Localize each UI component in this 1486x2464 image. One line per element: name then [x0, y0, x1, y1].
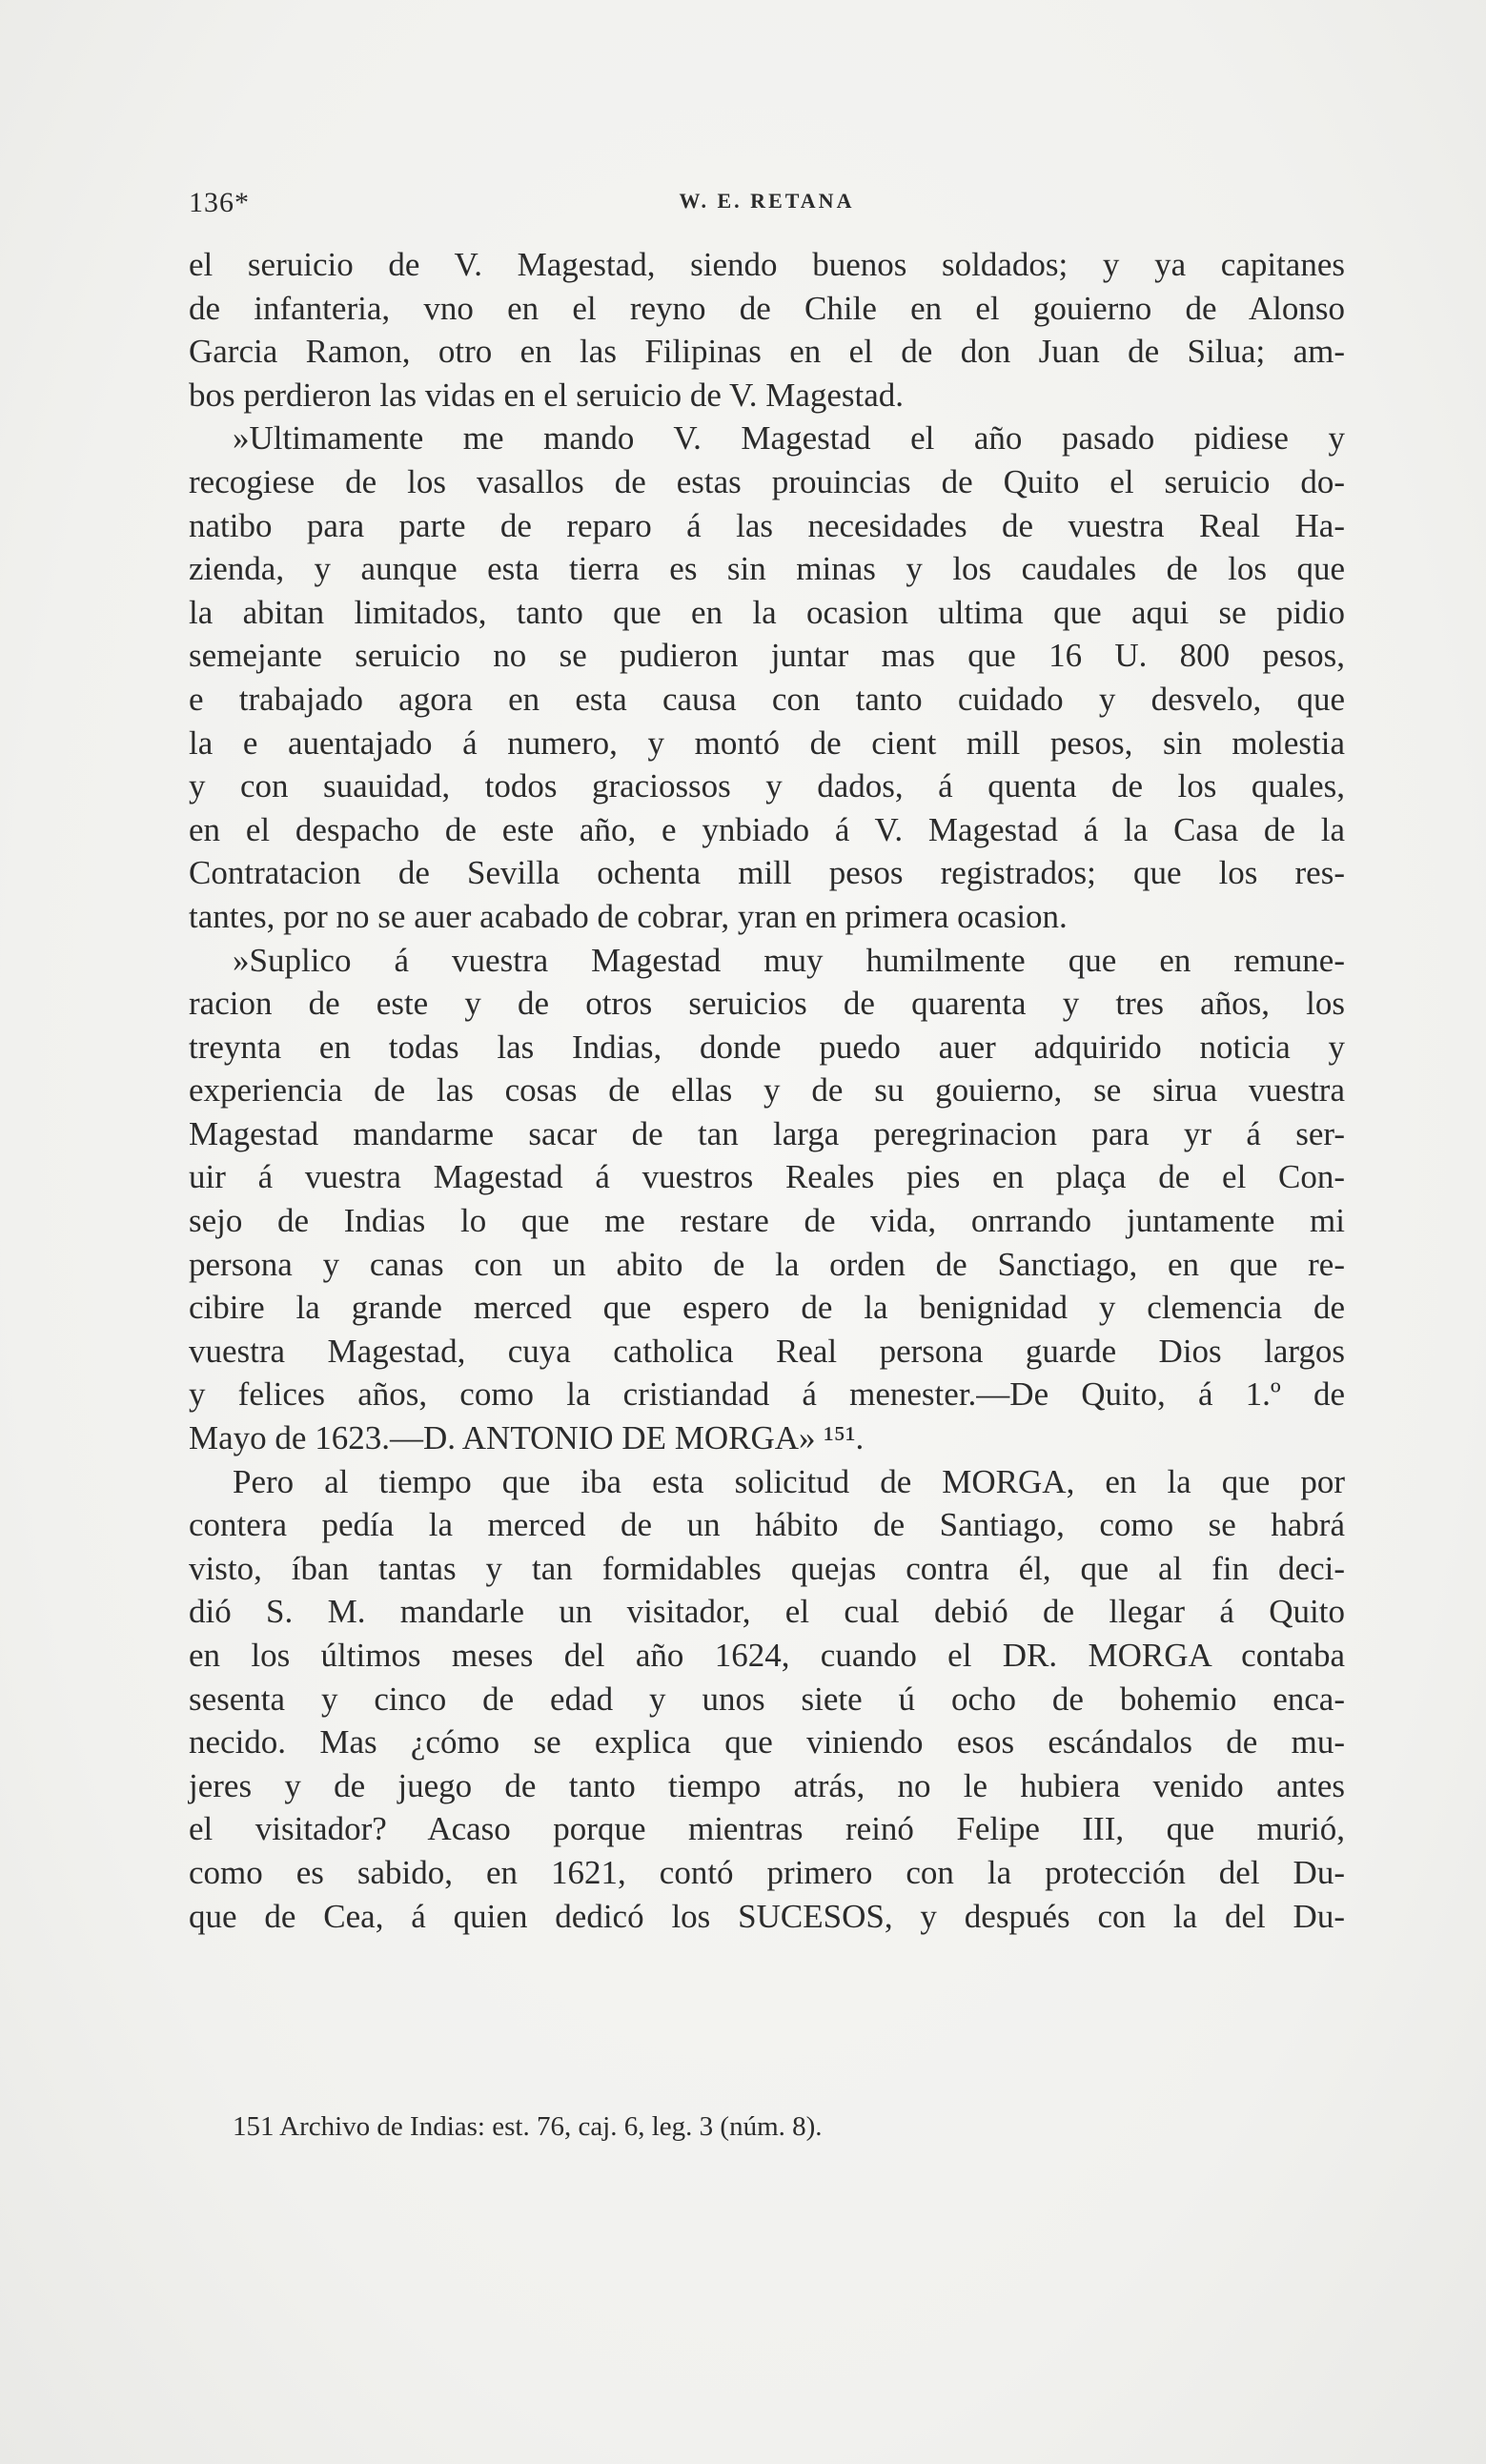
- text-line: jeres y de juego de tanto tiempo atrás, no le hubiera venido antes: [189, 1766, 1345, 1804]
- text-line: natibo para parte de reparo á las necesidades de vuestra Real Ha-: [189, 506, 1345, 544]
- text-line: Mayo de 1623.—D. ANTONIO DE MORGA» ¹⁵¹.: [189, 1419, 865, 1457]
- text-line: Contratacion de Sevilla ochenta mill pesos registrados; que los res-: [189, 854, 1345, 892]
- page-number: 136*: [189, 187, 250, 218]
- text-line: experiencia de las cosas de ellas y de su gouierno, se sirua vuestra: [189, 1071, 1345, 1110]
- text-line: sesenta y cinco de edad y unos siete ú ocho de bohemio enca-: [189, 1680, 1345, 1718]
- text-line: sejo de Indias lo que me restare de vida, onrrando juntamente mi: [189, 1202, 1345, 1240]
- text-line: en el despacho de este año, e ynbiado á V. Magestad á la Casa de la: [189, 810, 1345, 848]
- footnote: 151 Archivo de Indias: est. 76, caj. 6, leg. 3 (núm. 8).: [233, 2111, 823, 2142]
- text-line: treynta en todas las Indias, donde puedo auer adquirido noticia y: [189, 1028, 1345, 1066]
- text-line: Magestad mandarme sacar de tan larga peregrinacion para yr á ser-: [189, 1114, 1345, 1152]
- text-line: dió S. M. mandarle un visitador, el cual debió de llegar á Quito: [189, 1593, 1345, 1631]
- text-line: la e auentajado á numero, y montó de cient mill pesos, sin molestia: [189, 723, 1345, 762]
- running-title: W. E. RETANA: [679, 189, 855, 213]
- text-line: Garcia Ramon, otro en las Filipinas en el de don Juan de Silua; am-: [189, 333, 1345, 371]
- text-line: necido. Mas ¿cómo se explica que viniendo esos escándalos de mu-: [189, 1723, 1345, 1761]
- text-line: uir á vuestra Magestad á vuestros Reales pies en plaça de el Con-: [189, 1158, 1345, 1196]
- text-line: visto, íban tantas y tan formidables quejas contra él, que al fin deci-: [189, 1549, 1345, 1587]
- text-line: en los últimos meses del año 1624, cuando el DR. MORGA contaba: [189, 1637, 1345, 1674]
- text-line: y felices años, como la cristiandad á menester.—De Quito, á 1.º de: [189, 1375, 1345, 1414]
- text-line: persona y canas con un abito de la orden de Sanctiago, en que re-: [189, 1245, 1345, 1283]
- text-line: tantes, por no se auer acabado de cobrar, yran en primera ocasion.: [189, 897, 1068, 935]
- text-line: de infanteria, vno en el reyno de Chile en el gouierno de Alonso: [189, 289, 1345, 327]
- text-line: zienda, y aunque esta tierra es sin minas y los caudales de los que: [189, 550, 1345, 588]
- text-line: cibire la grande merced que espero de la benignidad y clemencia de: [189, 1289, 1345, 1327]
- text-line: Pero al tiempo que iba esta solicitud de MORGA, en la que por: [233, 1462, 1345, 1500]
- text-line: contera pedía la merced de un hábito de Santiago, como se habrá: [189, 1506, 1345, 1544]
- running-head: [189, 187, 1345, 221]
- text-line: e trabajado agora en esta causa con tanto cuidado y desvelo, que: [189, 680, 1345, 718]
- text-line: la abitan limitados, tanto que en la ocasion ultima que aqui se pidio: [189, 593, 1345, 631]
- text-line: vuestra Magestad, cuya catholica Real persona guarde Dios largos: [189, 1332, 1345, 1370]
- text-line: »Suplico á vuestra Magestad muy humilmente que en remune-: [233, 941, 1345, 979]
- body-text: [189, 243, 1345, 1938]
- text-line: semejante seruicio no se pudieron juntar mas que 16 U. 800 pesos,: [189, 637, 1345, 675]
- text-line: »Ultimamente me mando V. Magestad el año pasado pidiese y: [233, 419, 1345, 458]
- text-line: racion de este y de otros seruicios de quarenta y tres años, los: [189, 985, 1345, 1023]
- text-line: como es sabido, en 1621, contó primero con la protección del Du-: [189, 1853, 1345, 1891]
- text-line: el visitador? Acaso porque mientras reinó Felipe III, que murió,: [189, 1810, 1345, 1848]
- text-line: bos perdieron las vidas en el seruicio de V. Magestad.: [189, 376, 905, 414]
- text-line: el seruicio de V. Magestad, siendo buenos soldados; y ya capitanes: [189, 246, 1345, 283]
- text-line: que de Cea, á quien dedicó los SUCESOS, y después con la del Du-: [189, 1897, 1345, 1935]
- text-line: y con suauidad, todos graciossos y dados, á quenta de los quales,: [189, 767, 1345, 805]
- text-line: recogiese de los vasallos de estas prouincias de Quito el seruicio do-: [189, 462, 1345, 500]
